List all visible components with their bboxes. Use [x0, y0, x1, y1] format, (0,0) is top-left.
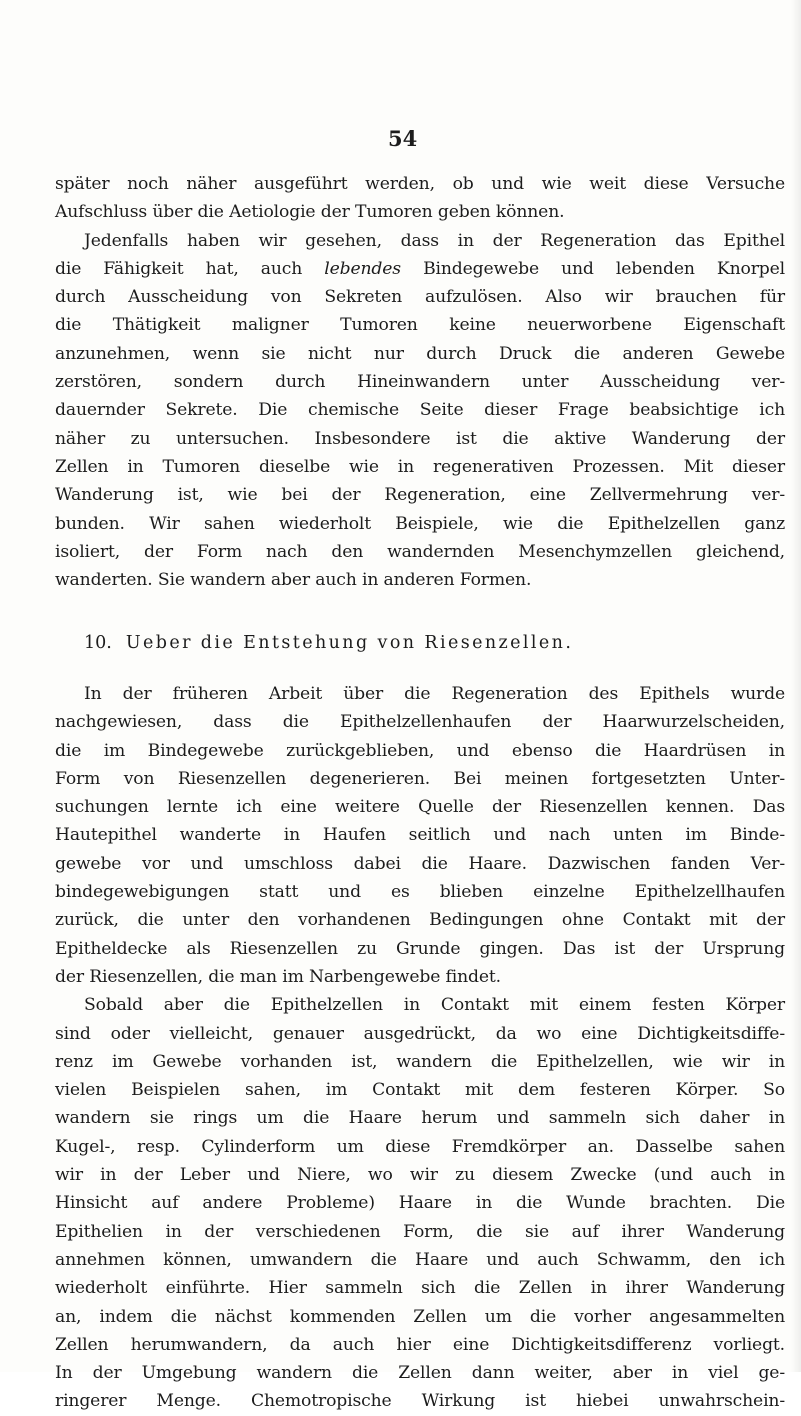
- text-line: wandern sie rings um die Haare herum und sammeln sich daher in: [55, 1108, 785, 1129]
- text-line: Jedenfalls haben wir gesehen, dass in der Regeneration das Epithel: [84, 230, 785, 251]
- page-edge-shadow: [791, 0, 801, 1372]
- text-line: isoliert, der Form nach den wandernden Mesenchymzellen gleichend,: [55, 541, 785, 562]
- text-line: Zellen in Tumoren dieselbe wie in regenerativen Prozessen. Mit dieser: [55, 456, 785, 477]
- text-line: In der Umgebung wandern die Zellen dann weiter, aber in viel ge-: [55, 1363, 785, 1384]
- text-line: Form von Riesenzellen degenerieren. Bei meinen fortgesetzten Unter-: [55, 768, 785, 789]
- text-line: Hinsicht auf andere Probleme) Haare in die Wunde brachten. Die: [55, 1193, 785, 1214]
- text-line: suchungen lernte ich eine weitere Quelle der Riesenzellen kennen. Das: [55, 797, 785, 818]
- text-line: sind oder vielleicht, genauer ausgedrückt, da wo eine Dichtigkeitsdiffe-: [55, 1023, 785, 1044]
- text-line: Sobald aber die Epithelzellen in Contakt mit einem festen Körper: [84, 995, 785, 1016]
- text-line: Epithelien in der verschiedenen Form, die sie auf ihrer Wanderung: [55, 1221, 785, 1242]
- text-line: an, indem die nächst kommenden Zellen um die vorher angesammelten: [55, 1306, 785, 1327]
- paragraph-block-2: [55, 680, 785, 1416]
- text-line: ringerer Menge. Chemotropische Wirkung ist hiebei unwahrschein-: [55, 1391, 785, 1412]
- text-line: bindegewebigungen statt und es blieben einzelne Epithelzellhaufen: [55, 882, 785, 903]
- text-line: zerstören, sondern durch Hineinwandern unter Ausscheidung ver-: [55, 372, 785, 393]
- text-line: durch Ausscheidung von Sekreten aufzulösen. Also wir brauchen für: [55, 287, 785, 308]
- text-line: der Riesenzellen, die man im Narbengewebe findet.: [55, 966, 501, 987]
- text-line: renz im Gewebe vorhanden ist, wandern die Epithelzellen, wie wir in: [55, 1051, 785, 1072]
- text-line: gewebe vor und umschloss dabei die Haare. Dazwischen fanden Ver-: [55, 853, 785, 874]
- text-line: wir in der Leber und Niere, wo wir zu diesem Zwecke (und auch in: [55, 1165, 785, 1186]
- text-line: wiederholt einführte. Hier sammeln sich die Zellen in ihrer Wanderung: [55, 1278, 785, 1299]
- text-line: die im Bindegewebe zurückgeblieben, und ebenso die Haardrüsen in: [55, 740, 785, 761]
- text-line: zurück, die unter den vorhandenen Bedingungen ohne Contakt mit der: [55, 910, 785, 931]
- text-line: Wanderung ist, wie bei der Regeneration, eine Zellvermehrung ver-: [55, 485, 785, 506]
- text-line: Zellen herumwandern, da auch hier eine Dichtigkeitsdifferenz vorliegt.: [55, 1334, 785, 1355]
- paragraph-block-1: [55, 170, 785, 594]
- text-line: später noch näher ausgeführt werden, ob und wie weit diese Versuche: [55, 174, 785, 194]
- text-line: vielen Beispielen sahen, im Contakt mit dem festeren Körper. So: [55, 1080, 785, 1101]
- section-heading: [84, 633, 573, 653]
- text-line: Kugel-, resp. Cylinderform um diese Fremdkörper an. Dasselbe sahen: [55, 1136, 785, 1157]
- text-line: Hautepithel wanderte in Haufen seitlich und nach unten im Binde-: [55, 825, 785, 846]
- text-line: Aufschluss über die Aetiologie der Tumoren geben können.: [55, 202, 565, 223]
- text-line: annehmen können, umwandern die Haare und auch Schwamm, den ich: [55, 1249, 785, 1270]
- text-line: nachgewiesen, dass die Epithelzellenhaufen der Haarwurzelscheiden,: [55, 712, 785, 733]
- text-line: dauernder Sekrete. Die chemische Seite dieser Frage beabsichtige ich: [55, 400, 785, 421]
- page-number: 54: [388, 126, 418, 151]
- text-line: wanderten. Sie wandern aber auch in anderen Formen.: [55, 570, 532, 591]
- text-line: die Fähigkeit hat, auch lebendes Bindegewebe und lebenden Knorpel: [55, 258, 785, 279]
- text-line: Epitheldecke als Riesenzellen zu Grunde gingen. Das ist der Ursprung: [55, 938, 785, 959]
- text-line: die Thätigkeit maligner Tumoren keine neuerworbene Eigenschaft: [55, 315, 785, 336]
- text-line: bunden. Wir sahen wiederholt Beispiele, wie die Epithelzellen ganz: [55, 513, 785, 534]
- text-line: näher zu untersuchen. Insbesondere ist die aktive Wanderung der: [55, 428, 785, 449]
- text-line: In der früheren Arbeit über die Regeneration des Epithels wurde: [84, 684, 785, 704]
- section-title: Ueber die Entstehung von Riesenzellen.: [125, 633, 574, 653]
- emphasis: lebendes: [324, 258, 401, 279]
- text-line: anzunehmen, wenn sie nicht nur durch Druck die anderen Gewebe: [55, 343, 785, 364]
- section-number: 10.: [84, 633, 112, 653]
